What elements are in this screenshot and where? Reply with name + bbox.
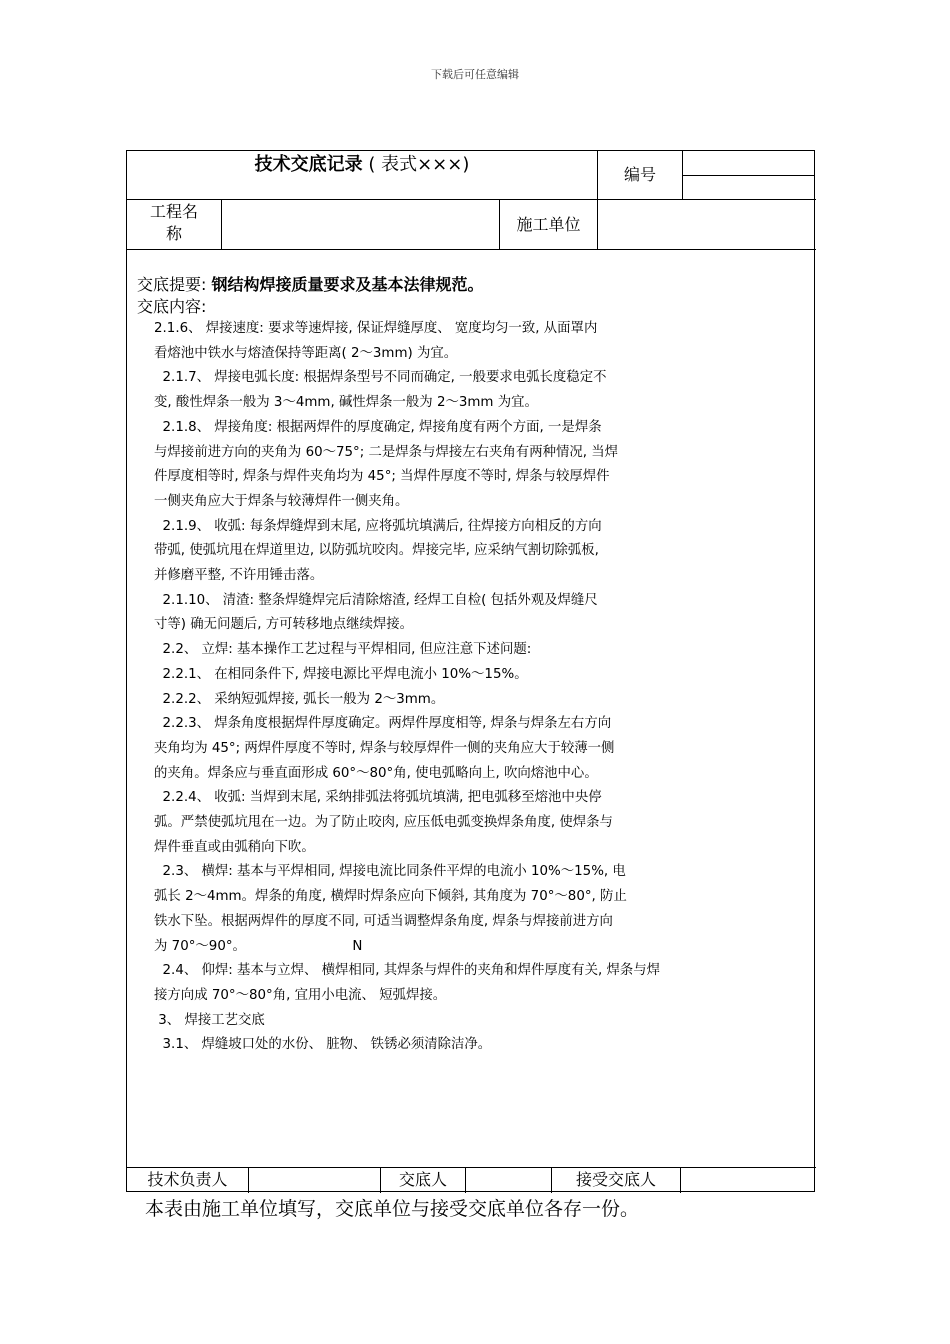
construction-unit-label: 施工单位 bbox=[516, 215, 581, 234]
content-line: 2.2、 立焊: 基本操作工艺过程与平焊相同, 但应注意下述问题: bbox=[137, 642, 532, 658]
project-name-value[interactable] bbox=[222, 200, 499, 249]
content-line: 铁水下坠。根据两焊件的厚度不同, 可适当调整焊条角度, 焊条与焊接前进方向 bbox=[137, 913, 613, 929]
number-label: 编号 bbox=[623, 165, 656, 184]
content-line: 2.1.10、 清渣: 整条焊缝焊完后清除熔渣, 经焊工自检( 包括外观及焊缝尺 bbox=[137, 592, 598, 608]
content-line: 带弧, 使弧坑甩在焊道里边, 以防弧坑咬肉。焊接完毕, 应采纳气割切除弧板, bbox=[137, 543, 599, 559]
content-line: 2.3、 横焊: 基本与平焊相同, 焊接电流比同条件平焊的电流小 10%～15%, 电 bbox=[137, 864, 626, 880]
content-line: 夹角均为 45°; 两焊件厚度不等时, 焊条与较厚焊件一侧的夹角应大于较薄一侧 bbox=[137, 740, 615, 756]
briefer-label: 交底人 bbox=[398, 1170, 447, 1189]
content-line: 看熔池中铁水与熔渣保持等距离( 2～3mm) 为宜。 bbox=[137, 345, 458, 361]
project-name-label-line2: 称 bbox=[165, 224, 182, 243]
content-line: 一侧夹角应大于焊条与较薄焊件一侧夹角。 bbox=[137, 493, 409, 509]
content-line: 2.1.8、 焊接角度: 根据两焊件的厚度确定, 焊接角度有两个方面, 一是焊条 bbox=[137, 419, 602, 435]
summary-text: 钢结构焊接质量要求及基本法律规范。 bbox=[211, 275, 484, 294]
content-line: 弧。严禁使弧坑甩在一边。为了防止咬肉, 应压低电弧变换焊条角度, 使焊条与 bbox=[137, 815, 613, 831]
content-line: 为 70°～90°。 N bbox=[137, 938, 363, 954]
content-line: 并修磨平整, 不许用锤击落。 bbox=[137, 568, 324, 584]
receiver-label: 接受交底人 bbox=[575, 1170, 656, 1189]
construction-unit-value[interactable] bbox=[598, 200, 815, 249]
project-name-label bbox=[127, 201, 221, 249]
content-line: 2.1.9、 收弧: 每条焊缝焊到末尾, 应将弧坑填满后, 往焊接方向相反的方向 bbox=[137, 518, 602, 534]
content-line: 焊件垂直或由弧稍向下吹。 bbox=[137, 839, 315, 855]
row-divider-2 bbox=[127, 249, 816, 250]
content-line: 的夹角。焊条应与垂直面形成 60°～80°角, 使电弧略向上, 吹向熔池中心。 bbox=[137, 765, 598, 781]
content-line: 2.2.2、 采纳短弧焊接, 弧长一般为 2～3mm。 bbox=[137, 691, 445, 707]
briefing-content bbox=[137, 275, 807, 1058]
briefer-value[interactable] bbox=[466, 1168, 551, 1192]
summary-line bbox=[137, 275, 807, 295]
content-line: 接方向成 70°～80°角, 宜用小电流、 短弧焊接。 bbox=[137, 987, 447, 1003]
summary-label: 交底提要: bbox=[137, 275, 212, 294]
content-line: 寸等) 确无问题后, 方可转移地点继续焊接。 bbox=[137, 617, 414, 633]
content-line: 变, 酸性焊条一般为 3～4mm, 碱性焊条一般为 2～3mm 为宜。 bbox=[137, 395, 538, 411]
number-value-2[interactable] bbox=[683, 176, 815, 199]
tech-lead-value[interactable] bbox=[249, 1168, 380, 1192]
form-title-main: 技术交底记录 bbox=[254, 154, 363, 175]
tech-lead-label: 技术负责人 bbox=[147, 1170, 228, 1189]
content-body bbox=[137, 317, 807, 1058]
form-title bbox=[127, 151, 597, 179]
footer-note: 本表由施工单位填写，交底单位与接受交底单位各存一份。 bbox=[145, 1198, 640, 1220]
content-line: 与焊接前进方向的夹角为 60～75°; 二是焊条与焊接左右夹角有两种情况, 当焊 bbox=[137, 444, 619, 460]
content-line: 弧长 2～4mm。焊条的角度, 横焊时焊条应向下倾斜, 其角度为 70°～80°, 防止 bbox=[137, 889, 627, 905]
content-line: 2.1.7、 焊接电弧长度: 根据焊条型号不同而确定, 一般要求电弧长度稳定不 bbox=[137, 370, 607, 386]
number-value-1[interactable] bbox=[683, 151, 815, 175]
content-line: 3、 焊接工艺交底 bbox=[137, 1012, 265, 1028]
content-line: 2.1.6、 焊接速度: 要求等速焊接, 保证焊缝厚度、 宽度均匀一致, 从面罩内 bbox=[137, 321, 598, 336]
header-note: 下载后可任意编辑 bbox=[431, 68, 519, 81]
tech-briefing-form bbox=[126, 150, 815, 1192]
content-label: 交底内容: bbox=[137, 297, 207, 316]
content-line: 件厚度相等时, 焊条与焊件夹角均为 45°; 当焊件厚度不等时, 焊条与较厚焊件 bbox=[137, 469, 610, 485]
project-name-label-line1: 工程名 bbox=[149, 202, 198, 221]
content-line: 2.2.3、 焊条角度根据焊件厚度确定。两焊件厚度相等, 焊条与焊条左右方向 bbox=[137, 716, 612, 732]
content-line: 2.2.1、 在相同条件下, 焊接电源比平焊电流小 10%～15%。 bbox=[137, 666, 528, 682]
receiver-value[interactable] bbox=[681, 1168, 815, 1192]
content-line: 2.2.4、 收弧: 当焊到末尾, 采纳排弧法将弧坑填满, 把电弧移至熔池中央停 bbox=[137, 790, 602, 806]
content-line: 3.1、 焊缝坡口处的水份、 脏物、 铁锈必须清除洁净。 bbox=[137, 1037, 492, 1053]
form-title-suffix: ( 表式×××) bbox=[362, 154, 470, 175]
content-line: 2.4、 仰焊: 基本与立焊、 横焊相同, 其焊条与焊件的夹角和焊件厚度有关, 焊条与焊 bbox=[137, 963, 661, 979]
